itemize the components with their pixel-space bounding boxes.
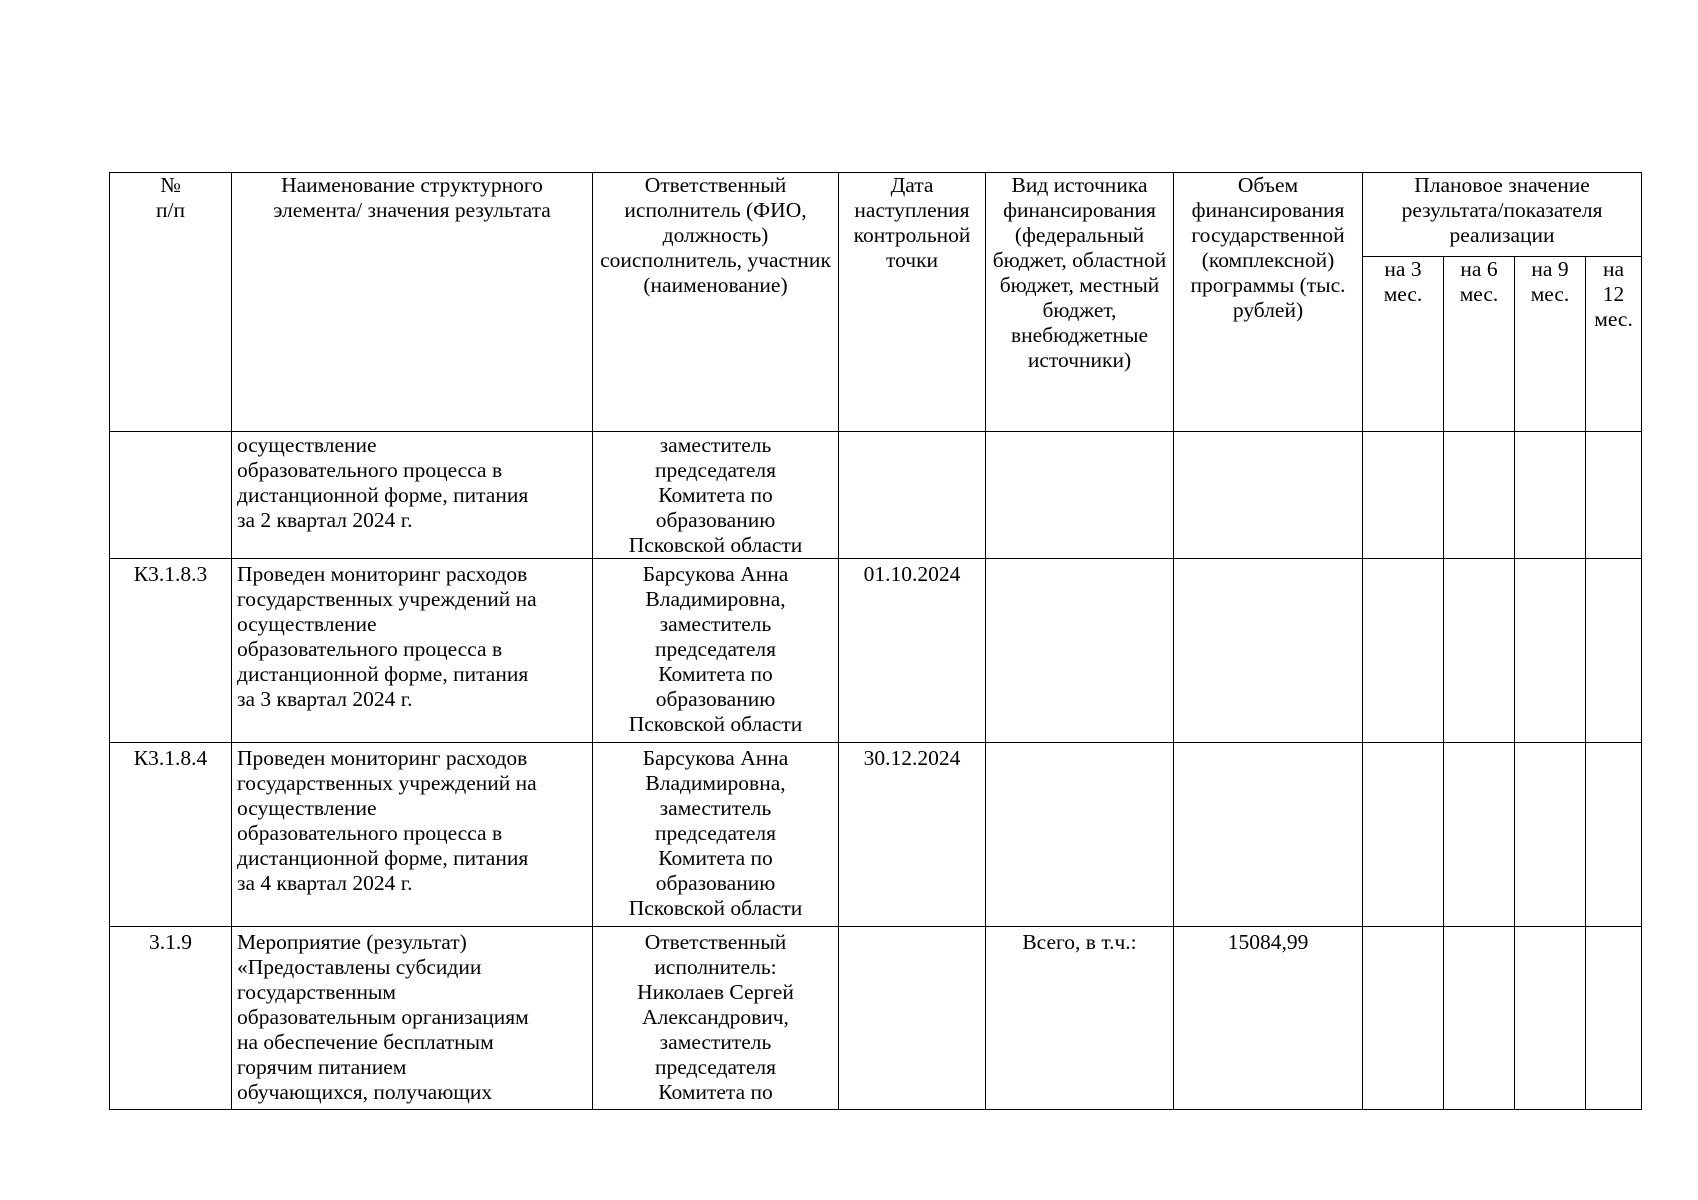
header-row bbox=[110, 173, 1642, 257]
row-m6 bbox=[1444, 927, 1515, 1110]
row-m9 bbox=[1515, 559, 1586, 743]
row-m3 bbox=[1363, 559, 1444, 743]
row-m12 bbox=[1586, 432, 1642, 559]
row-m12 bbox=[1586, 927, 1642, 1110]
row-m9 bbox=[1515, 432, 1586, 559]
header-name: Наименование структурного элемента/ значения результата bbox=[232, 173, 593, 432]
row-date bbox=[839, 927, 986, 1110]
row-source: Всего, в т.ч.: bbox=[986, 927, 1174, 1110]
row-responsible: Барсукова Анна Владимировна, заместитель председателя Комитета по образованию Псковской области bbox=[593, 743, 839, 927]
row-m6 bbox=[1444, 432, 1515, 559]
row-responsible: Барсукова Анна Владимировна, заместитель председателя Комитета по образованию Псковской области bbox=[593, 559, 839, 743]
table-row bbox=[110, 743, 1642, 927]
row-responsible: заместитель председателя Комитета по образованию Псковской области bbox=[593, 432, 839, 559]
header-m3: на 3 мес. bbox=[1363, 257, 1444, 432]
header-m6: на 6 мес. bbox=[1444, 257, 1515, 432]
row-m6 bbox=[1444, 743, 1515, 927]
plan-table bbox=[109, 172, 1642, 1110]
header-m12: на 12 мес. bbox=[1586, 257, 1642, 432]
header-num: № п/п bbox=[110, 173, 232, 432]
row-date bbox=[839, 432, 986, 559]
row-responsible: Ответственный исполнитель: Николаев Сергей Александрович, заместитель председателя Комитета по bbox=[593, 927, 839, 1110]
row-num bbox=[110, 432, 232, 559]
row-num: К3.1.8.4 bbox=[110, 743, 232, 927]
row-name: осуществление образовательного процесса в дистанционной форме, питания за 2 квартал 2024 г. bbox=[232, 432, 593, 559]
row-m9 bbox=[1515, 743, 1586, 927]
table-row bbox=[110, 559, 1642, 743]
row-volume bbox=[1174, 559, 1363, 743]
header-volume: Объем финансирования государственной (комплексной) программы (тыс. рублей) bbox=[1174, 173, 1363, 432]
row-name: Проведен мониторинг расходов государственных учреждений на осуществление образовательного процесса в дистанционной форме, питания за 3 квартал 2024 г. bbox=[232, 559, 593, 743]
row-date: 01.10.2024 bbox=[839, 559, 986, 743]
row-m12 bbox=[1586, 559, 1642, 743]
header-planned: Плановое значение результата/показателя реализации bbox=[1363, 173, 1642, 257]
row-source bbox=[986, 743, 1174, 927]
row-m3 bbox=[1363, 432, 1444, 559]
row-m6 bbox=[1444, 559, 1515, 743]
header-date: Дата наступления контрольной точки bbox=[839, 173, 986, 432]
row-m9 bbox=[1515, 927, 1586, 1110]
row-name: Проведен мониторинг расходов государственных учреждений на осуществление образовательного процесса в дистанционной форме, питания за 4 квартал 2024 г. bbox=[232, 743, 593, 927]
row-source bbox=[986, 432, 1174, 559]
row-source bbox=[986, 559, 1174, 743]
row-volume bbox=[1174, 432, 1363, 559]
row-num: К3.1.8.3 bbox=[110, 559, 232, 743]
header-responsible: Ответственный исполнитель (ФИО, должность) соисполнитель, участник (наименование) bbox=[593, 173, 839, 432]
row-volume: 15084,99 bbox=[1174, 927, 1363, 1110]
row-m3 bbox=[1363, 927, 1444, 1110]
table-row bbox=[110, 432, 1642, 559]
table-row bbox=[110, 927, 1642, 1110]
header-m9: на 9 мес. bbox=[1515, 257, 1586, 432]
header-source: Вид источника финансирования (федеральный бюджет, областной бюджет, местный бюджет, внебюджетные источники) bbox=[986, 173, 1174, 432]
row-m12 bbox=[1586, 743, 1642, 927]
row-m3 bbox=[1363, 743, 1444, 927]
row-name: Мероприятие (результат) «Предоставлены субсидии государственным образовательным организациям на обеспечение бесплатным горячим питанием обучающихся, получающих bbox=[232, 927, 593, 1110]
row-volume bbox=[1174, 743, 1363, 927]
row-num: 3.1.9 bbox=[110, 927, 232, 1110]
row-date: 30.12.2024 bbox=[839, 743, 986, 927]
